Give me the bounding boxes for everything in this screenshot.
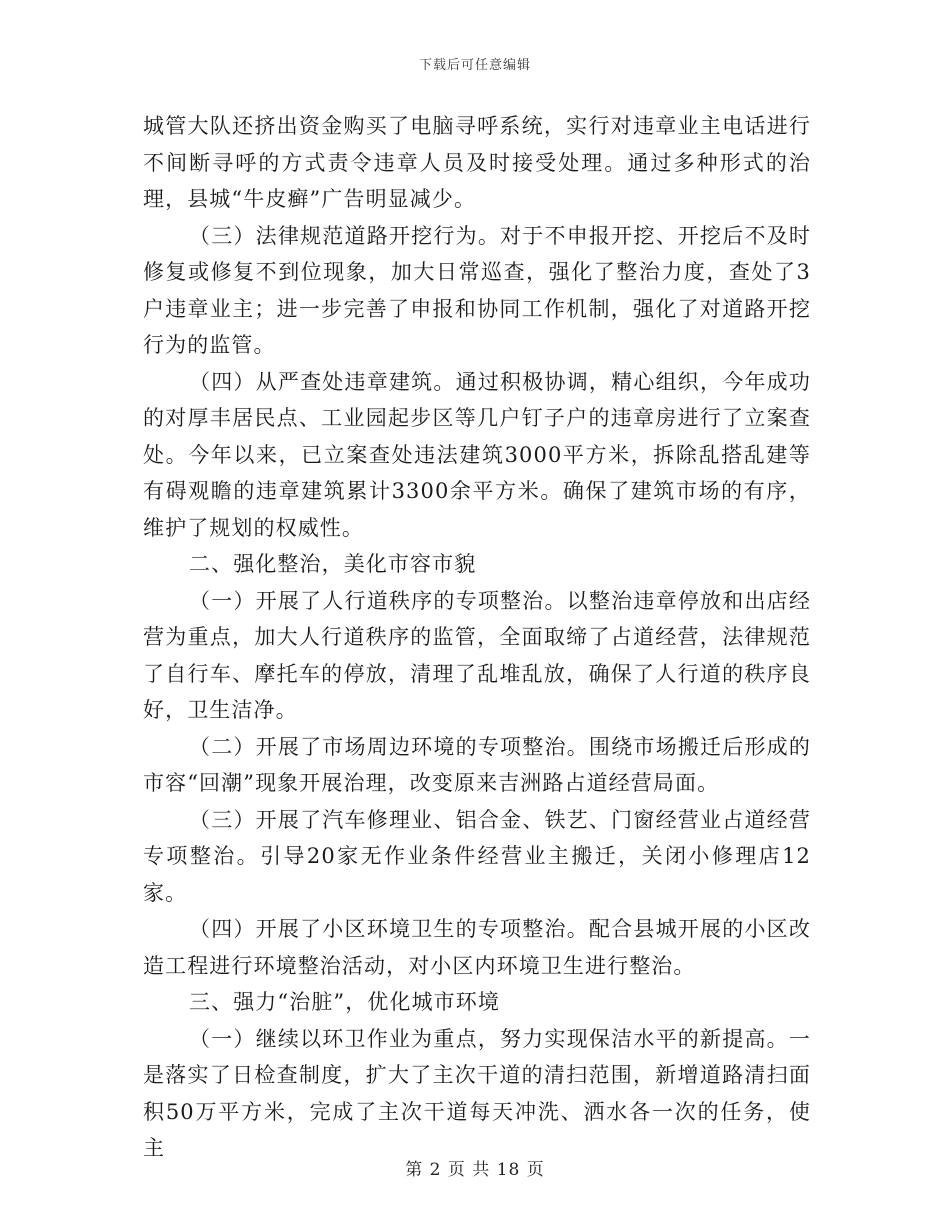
footer-label-page: 第 — [405, 1160, 424, 1180]
paragraph: （一）开展了人行道秩序的专项整治。以整治违章停放和出店经营为重点，加大人行道秩序的监管，全面取缔了占道经营，法律规范了自行车、摩托车的停放，清理了乱堆乱放，确保了人行道的秩序良好，卫生洁净。 — [143, 588, 811, 722]
paragraph: （四）开展了小区环境卫生的专项整治。配合县城开展的小区改造工程进行环境整治活动，对小区内环境卫生进行整治。 — [143, 917, 811, 978]
document-body — [143, 108, 811, 1167]
total-pages-number: 18 — [496, 1160, 521, 1180]
paragraph: （四）从严查处违章建筑。通过积极协调，精心组织，今年成功的对厚丰居民点、工业园起步区等几户钉子户的违章房进行了立案查处。今年以来，已立案查处违法建筑3000平方米，拆除乱搭乱建等有碍观瞻的违章建筑累计3300余平方米。确保了建筑市场的有序，维护了规划的权威性。 — [143, 369, 811, 540]
footer-label-total-unit: 页 — [526, 1160, 545, 1180]
paragraph: 城管大队还挤出资金购买了电脑寻呼系统，实行对违章业主电话进行不间断寻呼的方式责令违章人员及时接受处理。通过多种形式的治理，县城“牛皮癣”广告明显减少。 — [143, 114, 811, 211]
footer-label-page-unit: 页 — [447, 1160, 466, 1180]
current-page-number: 2 — [429, 1160, 442, 1180]
paragraph: （二）开展了市场周边环境的专项整治。围绕市场搬迁后形成的市容“回潮”现象开展治理，改变原来吉洲路占道经营局面。 — [143, 734, 811, 795]
section-heading: 二、强化整治，美化市容市貌 — [189, 552, 477, 576]
paragraph: （三）法律规范道路开挖行为。对于不申报开挖、开挖后不及时修复或修复不到位现象，加大日常巡查，强化了整治力度，查处了3户违章业主；进一步完善了申报和协同工作机制，强化了对道路开挖行为的监管。 — [143, 223, 811, 357]
footer-label-total: 共 — [472, 1160, 491, 1180]
page-header: 下载后可任意编辑 — [418, 58, 531, 73]
paragraph: （三）开展了汽车修理业、铝合金、铁艺、门窗经营业占道经营专项整治。引导20家无作业条件经营业主搬迁，关闭小修理店12家。 — [143, 807, 811, 905]
section-heading: 三、强力“治脏”，优化城市环境 — [189, 990, 500, 1014]
page-number-footer — [0, 1155, 950, 1180]
paragraph: （一）继续以环卫作业为重点，努力实现保洁水平的新提高。一是落实了日检查制度，扩大了主次干道的清扫范围，新增道路清扫面积50万平方米，完成了主次干道每天冲洗、洒水各一次的任务，使主 — [143, 1026, 811, 1160]
